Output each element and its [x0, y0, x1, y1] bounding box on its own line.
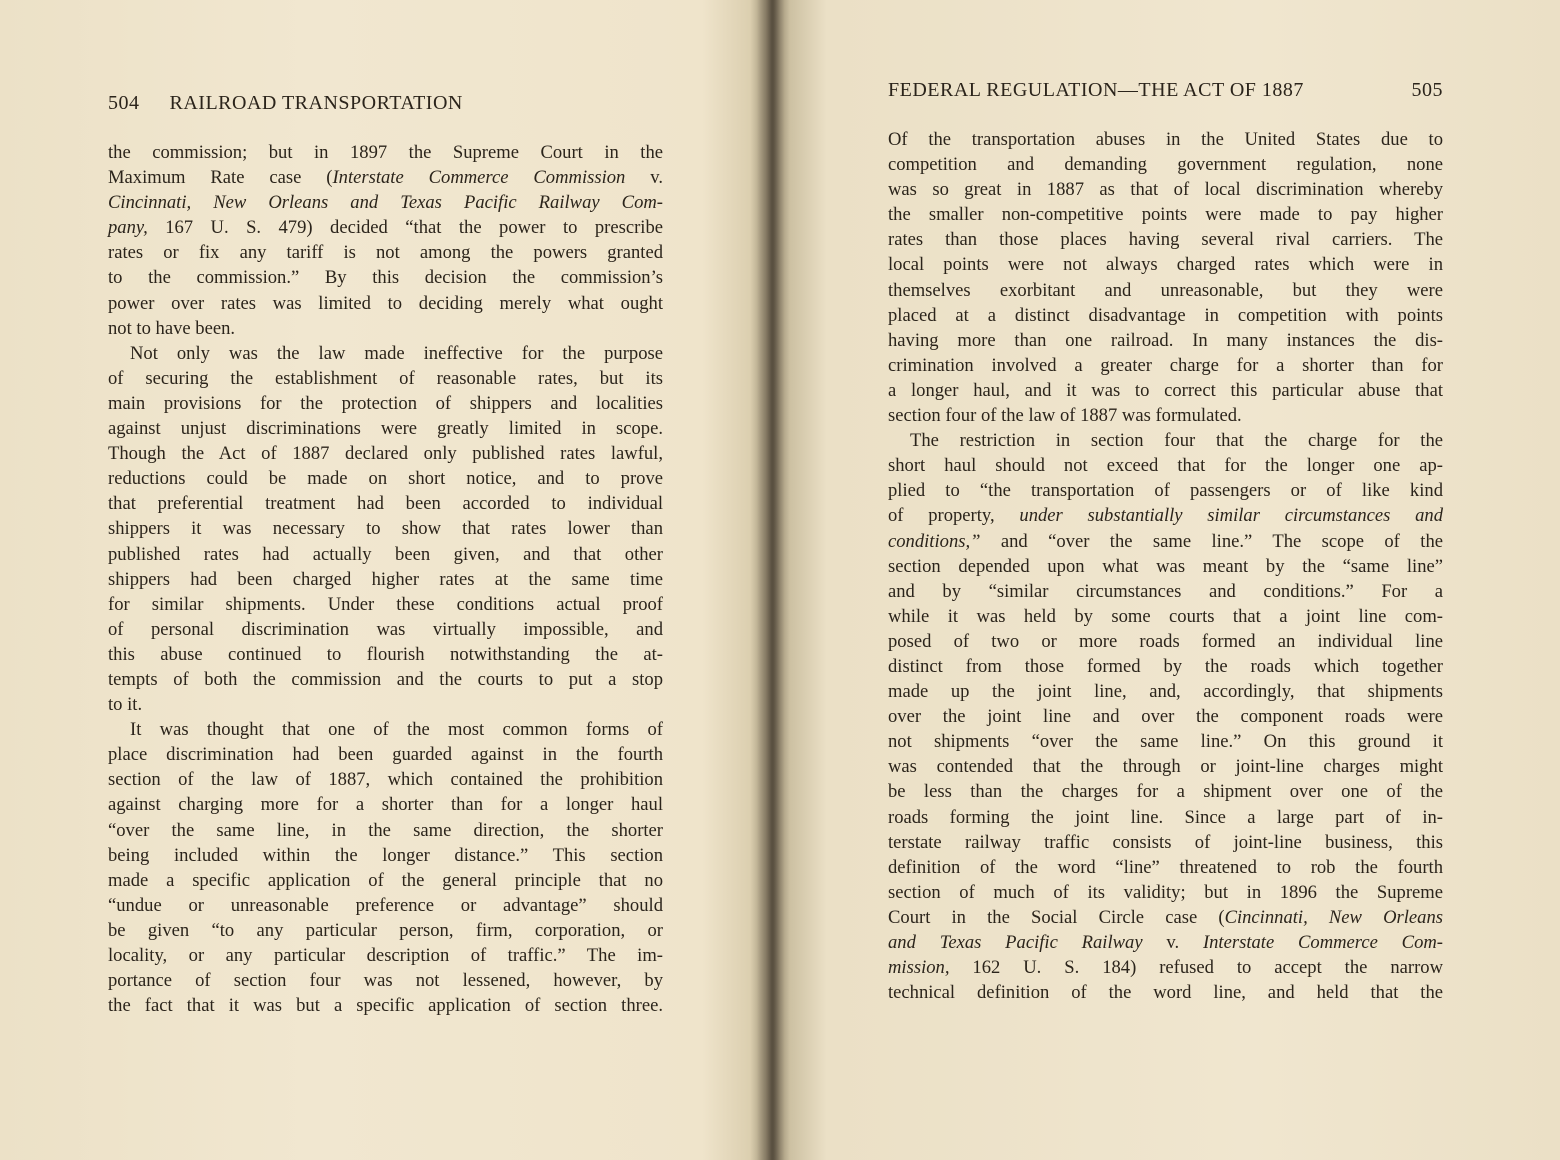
- text-line: [888, 654, 1443, 679]
- text-span: 162 U. S. 184) refused to accept the narrow: [949, 957, 1443, 979]
- text-line: [108, 692, 663, 717]
- text-line: [888, 353, 1443, 378]
- text-span: and by “similar circumstances and conditions.” For a: [888, 580, 1443, 602]
- text-span: competition and demanding government regulation, none: [888, 154, 1443, 176]
- text-line: [108, 316, 663, 341]
- text-span: rates or fix any tariff is not among the powers granted: [108, 242, 663, 264]
- text-line: [108, 215, 663, 240]
- text-span: Maximum Rate case (: [108, 167, 333, 189]
- text-span: and “over the same line.” The scope of the: [980, 530, 1443, 552]
- text-span: Though the Act of 1887 declared only published rates lawful,: [108, 443, 663, 465]
- text-span: Court in the Social Circle case (: [888, 906, 1225, 928]
- text-span: Not only was the law made ineffective for the purpose: [130, 342, 663, 364]
- text-line: [108, 190, 663, 215]
- text-span: distinct from those formed by the roads which together: [888, 655, 1443, 677]
- text-span: section of much of its validity; but in 1896 the Supreme: [888, 881, 1443, 903]
- text-span: being included within the longer distance.” This section: [108, 844, 663, 866]
- text-span: be less than the charges for a shipment over one of the: [888, 781, 1443, 803]
- text-span: portance of section four was not lessened, however, by: [108, 970, 663, 992]
- text-line: [888, 679, 1443, 704]
- text-line: [108, 918, 663, 943]
- italic-text: Interstate Commerce Com-: [1202, 932, 1443, 953]
- text-span: Of the transportation abuses in the United States due to: [888, 129, 1443, 150]
- text-line: [108, 968, 663, 993]
- text-span: local points were not always charged rates which were in: [888, 254, 1443, 276]
- text-span: terstate railway traffic consists of joint-line business, this: [888, 831, 1443, 853]
- text-span: published rates had actually been given, and that other: [108, 543, 663, 565]
- text-line: [888, 704, 1443, 729]
- text-line: [108, 466, 663, 491]
- text-span: v.: [625, 167, 663, 189]
- text-line: [888, 428, 1443, 453]
- italic-text: pany,: [108, 217, 148, 239]
- left-page-number: 504: [108, 92, 140, 114]
- text-span: roads forming the joint line. Since a large part of in-: [888, 806, 1443, 828]
- text-span: the smaller non-competitive points were made to pay higher: [888, 204, 1443, 226]
- text-line: [888, 805, 1443, 830]
- text-span: posed of two or more roads formed an individual line: [888, 630, 1443, 652]
- text-line: [888, 855, 1443, 880]
- text-span: tempts of both the commission and the courts to put a stop: [108, 668, 663, 690]
- text-line: [888, 503, 1443, 528]
- left-page-header: [108, 92, 663, 115]
- right-page-number: 505: [1411, 79, 1443, 101]
- text-line: [888, 177, 1443, 202]
- text-line: [108, 516, 663, 541]
- text-span: plied to “the transportation of passengers or of like kind: [888, 480, 1443, 502]
- text-line: [888, 779, 1443, 804]
- text-span: “over the same line, in the same direction, the shorter: [108, 819, 663, 841]
- text-span: placed at a distinct disadvantage in competition with points: [888, 304, 1443, 326]
- text-span: against charging more for a shorter than for a longer haul: [108, 794, 663, 816]
- text-line: [108, 366, 663, 391]
- text-line: [888, 830, 1443, 855]
- text-line: [888, 529, 1443, 554]
- text-span: while it was held by some courts that a joint line com-: [888, 605, 1443, 627]
- text-line: [888, 579, 1443, 604]
- right-page-body: [888, 127, 1443, 1005]
- text-span: main provisions for the protection of shippers and localities: [108, 392, 663, 414]
- text-span: place discrimination had been guarded against in the fourth: [108, 744, 663, 766]
- text-span: not to have been.: [108, 317, 236, 339]
- text-line: [888, 729, 1443, 754]
- text-line: [108, 742, 663, 767]
- text-line: [888, 252, 1443, 277]
- text-line: [888, 453, 1443, 478]
- text-line: [888, 278, 1443, 303]
- text-line: [888, 202, 1443, 227]
- text-span: v.: [1142, 932, 1203, 953]
- right-running-head: FEDERAL REGULATION—THE ACT OF 1887: [888, 79, 1304, 101]
- text-line: [108, 542, 663, 567]
- text-line: [108, 567, 663, 592]
- text-line: [888, 604, 1443, 629]
- text-span: shippers had been charged higher rates at the same time: [108, 568, 663, 590]
- text-line: [888, 554, 1443, 579]
- text-line: [108, 592, 663, 617]
- italic-text: conditions,”: [888, 530, 981, 552]
- text-span: this abuse continued to flourish notwithstanding the at-: [108, 643, 663, 665]
- text-line: [108, 767, 663, 792]
- text-span: against unjust discriminations were greatly limited in scope.: [108, 418, 663, 440]
- right-page-header: [888, 79, 1443, 102]
- text-span: themselves exorbitant and unreasonable, but they were: [888, 279, 1443, 301]
- text-line: [888, 127, 1443, 152]
- text-span: not shipments “over the same line.” On this ground it: [888, 731, 1443, 753]
- left-running-head: RAILROAD TRANSPORTATION: [169, 92, 463, 114]
- italic-text: Cincinnati, New Orleans and Texas Pacific Railway Com-: [108, 192, 663, 214]
- text-span: It was thought that one of the most common forms of: [130, 719, 663, 741]
- italic-text: under substantially similar circumstances and: [1019, 505, 1443, 527]
- text-line: [108, 265, 663, 290]
- text-line: [108, 140, 663, 165]
- text-span: of property,: [888, 505, 1020, 527]
- text-line: [108, 291, 663, 316]
- text-line: [108, 868, 663, 893]
- text-span: the commission; but in 1897 the Supreme Court in the: [108, 142, 663, 163]
- text-line: [888, 955, 1443, 980]
- text-span: “undue or unreasonable preference or advantage” should: [108, 894, 663, 916]
- text-span: that preferential treatment had been accorded to individual: [108, 493, 663, 515]
- text-line: [108, 416, 663, 441]
- text-line: [108, 792, 663, 817]
- text-line: [108, 491, 663, 516]
- text-line: [888, 930, 1443, 955]
- text-span: definition of the word “line” threatened to rob the fourth: [888, 856, 1443, 878]
- text-span: made a specific application of the general principle that no: [108, 869, 663, 891]
- text-span: section depended upon what was meant by the “same line”: [888, 555, 1443, 577]
- text-line: [888, 980, 1443, 1005]
- italic-text: and Texas Pacific Railway: [888, 932, 1143, 953]
- text-span: to it.: [108, 694, 143, 716]
- text-span: was contended that the through or joint-line charges might: [888, 756, 1443, 778]
- text-line: [108, 391, 663, 416]
- italic-text: Cincinnati, New Orleans: [1224, 906, 1443, 928]
- text-line: [888, 152, 1443, 177]
- italic-text: Interstate Commerce Commission: [332, 167, 626, 189]
- text-span: was so great in 1887 as that of local discrimination whereby: [888, 179, 1443, 201]
- text-span: over the joint line and over the component roads were: [888, 706, 1443, 728]
- text-span: for similar shipments. Under these conditions actual proof: [108, 593, 663, 615]
- text-line: [888, 629, 1443, 654]
- text-line: [888, 227, 1443, 252]
- text-span: shippers it was necessary to show that rates lower than: [108, 518, 663, 540]
- text-span: a longer haul, and it was to correct this particular abuse that: [888, 379, 1443, 401]
- text-span: reductions could be made on short notice, and to prove: [108, 468, 663, 490]
- text-line: [108, 667, 663, 692]
- book-gutter: [750, 0, 790, 1160]
- text-line: [108, 617, 663, 642]
- text-line: [888, 328, 1443, 353]
- text-line: [888, 403, 1443, 428]
- text-span: made up the joint line, and, accordingly, that shipments: [888, 681, 1443, 703]
- text-line: [108, 717, 663, 742]
- text-span: the fact that it was but a specific application of section three.: [108, 995, 663, 1017]
- text-line: [108, 441, 663, 466]
- text-line: [108, 341, 663, 366]
- text-span: crimination involved a greater charge for a shorter than for: [888, 354, 1443, 376]
- italic-text: mission,: [888, 957, 950, 979]
- left-page: [108, 0, 663, 1160]
- text-span: section four of the law of 1887 was formulated.: [888, 405, 1242, 427]
- text-line: [888, 754, 1443, 779]
- text-line: [108, 818, 663, 843]
- text-line: [108, 240, 663, 265]
- text-span: short haul should not exceed that for the longer one ap-: [888, 455, 1443, 477]
- text-line: [108, 642, 663, 667]
- text-line: [888, 303, 1443, 328]
- text-span: be given “to any particular person, firm, corporation, or: [108, 919, 663, 941]
- right-page: [888, 0, 1443, 1160]
- left-page-body: [108, 140, 663, 1018]
- text-span: of securing the establishment of reasonable rates, but its: [108, 367, 663, 389]
- text-line: [888, 478, 1443, 503]
- text-line: [108, 843, 663, 868]
- text-line: [888, 905, 1443, 930]
- text-span: The restriction in section four that the charge for the: [910, 430, 1443, 452]
- text-line: [108, 993, 663, 1018]
- text-span: of personal discrimination was virtually impossible, and: [108, 618, 663, 640]
- text-span: power over rates was limited to deciding merely what ought: [108, 292, 663, 314]
- text-line: [888, 880, 1443, 905]
- text-span: technical definition of the word line, and held that the: [888, 982, 1443, 1004]
- text-line: [108, 893, 663, 918]
- text-span: section of the law of 1887, which contained the prohibition: [108, 769, 663, 791]
- text-line: [108, 943, 663, 968]
- text-span: locality, or any particular description of traffic.” The im-: [108, 945, 663, 966]
- text-span: having more than one railroad. In many instances the dis-: [888, 329, 1443, 351]
- text-line: [108, 165, 663, 190]
- text-span: 167 U. S. 479) decided “that the power to prescribe: [147, 217, 663, 239]
- text-line: [888, 378, 1443, 403]
- text-span: to the commission.” By this decision the commission’s: [108, 267, 663, 289]
- text-span: rates than those places having several rival carriers. The: [888, 229, 1443, 251]
